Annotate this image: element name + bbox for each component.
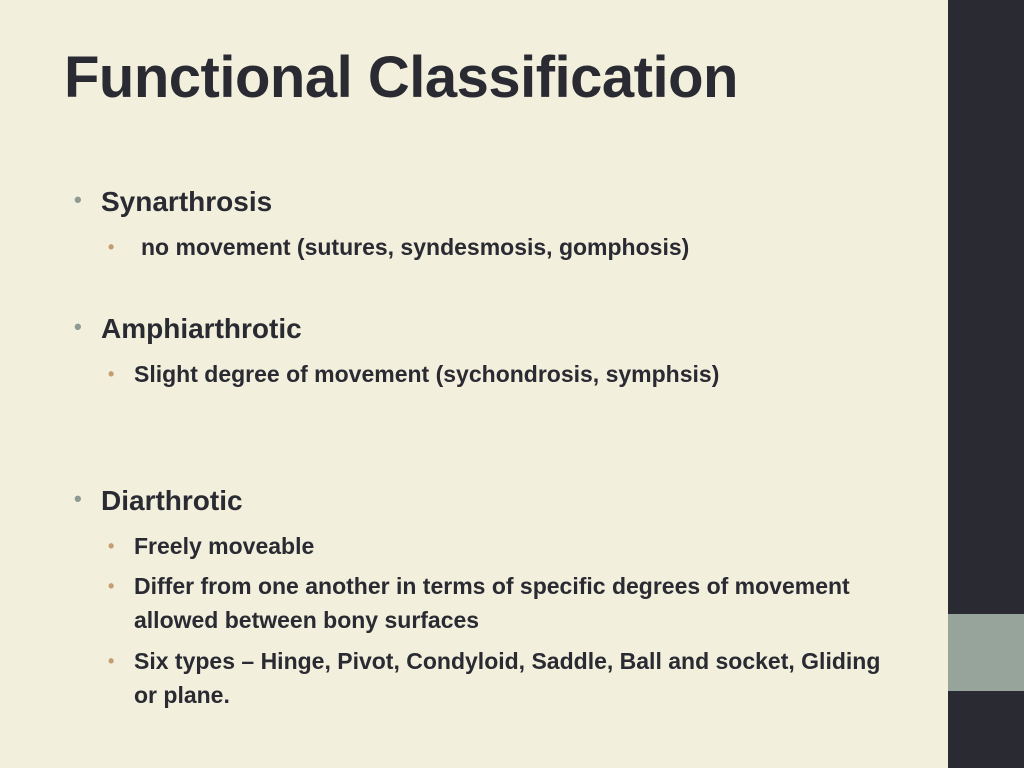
bullet-icon: •: [74, 187, 82, 212]
bullet-label: Amphiarthrotic: [101, 313, 302, 344]
sub-bullet-text: Freely moveable: [134, 533, 315, 559]
sub-bullet-text: Slight degree of movement (sychondrosis, symphsis): [134, 361, 720, 387]
sub-bullet-text: Six types – Hinge, Pivot, Condyloid, Saddle, Ball and socket, Gliding or plane.: [134, 648, 881, 708]
bullet-label: Diarthrotic: [101, 485, 243, 516]
sub-bullet-icon: •: [108, 576, 115, 596]
sub-bullet-text: no movement (sutures, syndesmosis, gomphosis): [141, 234, 690, 260]
sidebar-accent-block: [948, 614, 1024, 691]
sub-bullet-icon: •: [108, 651, 115, 671]
bullet-label: Synarthrosis: [101, 186, 273, 217]
sub-bullet-text: Differ from one another in terms of specific degrees of movement allowed between bony surfaces: [134, 573, 850, 633]
decorative-sidebar: [948, 0, 1024, 768]
sub-bullet-icon: •: [108, 364, 115, 384]
bullet-icon: •: [74, 314, 82, 339]
bullet-icon: •: [74, 486, 82, 511]
slide-title: Functional Classification: [64, 45, 738, 110]
sub-bullet-icon: •: [108, 536, 115, 556]
sub-bullet-icon: •: [108, 237, 115, 257]
